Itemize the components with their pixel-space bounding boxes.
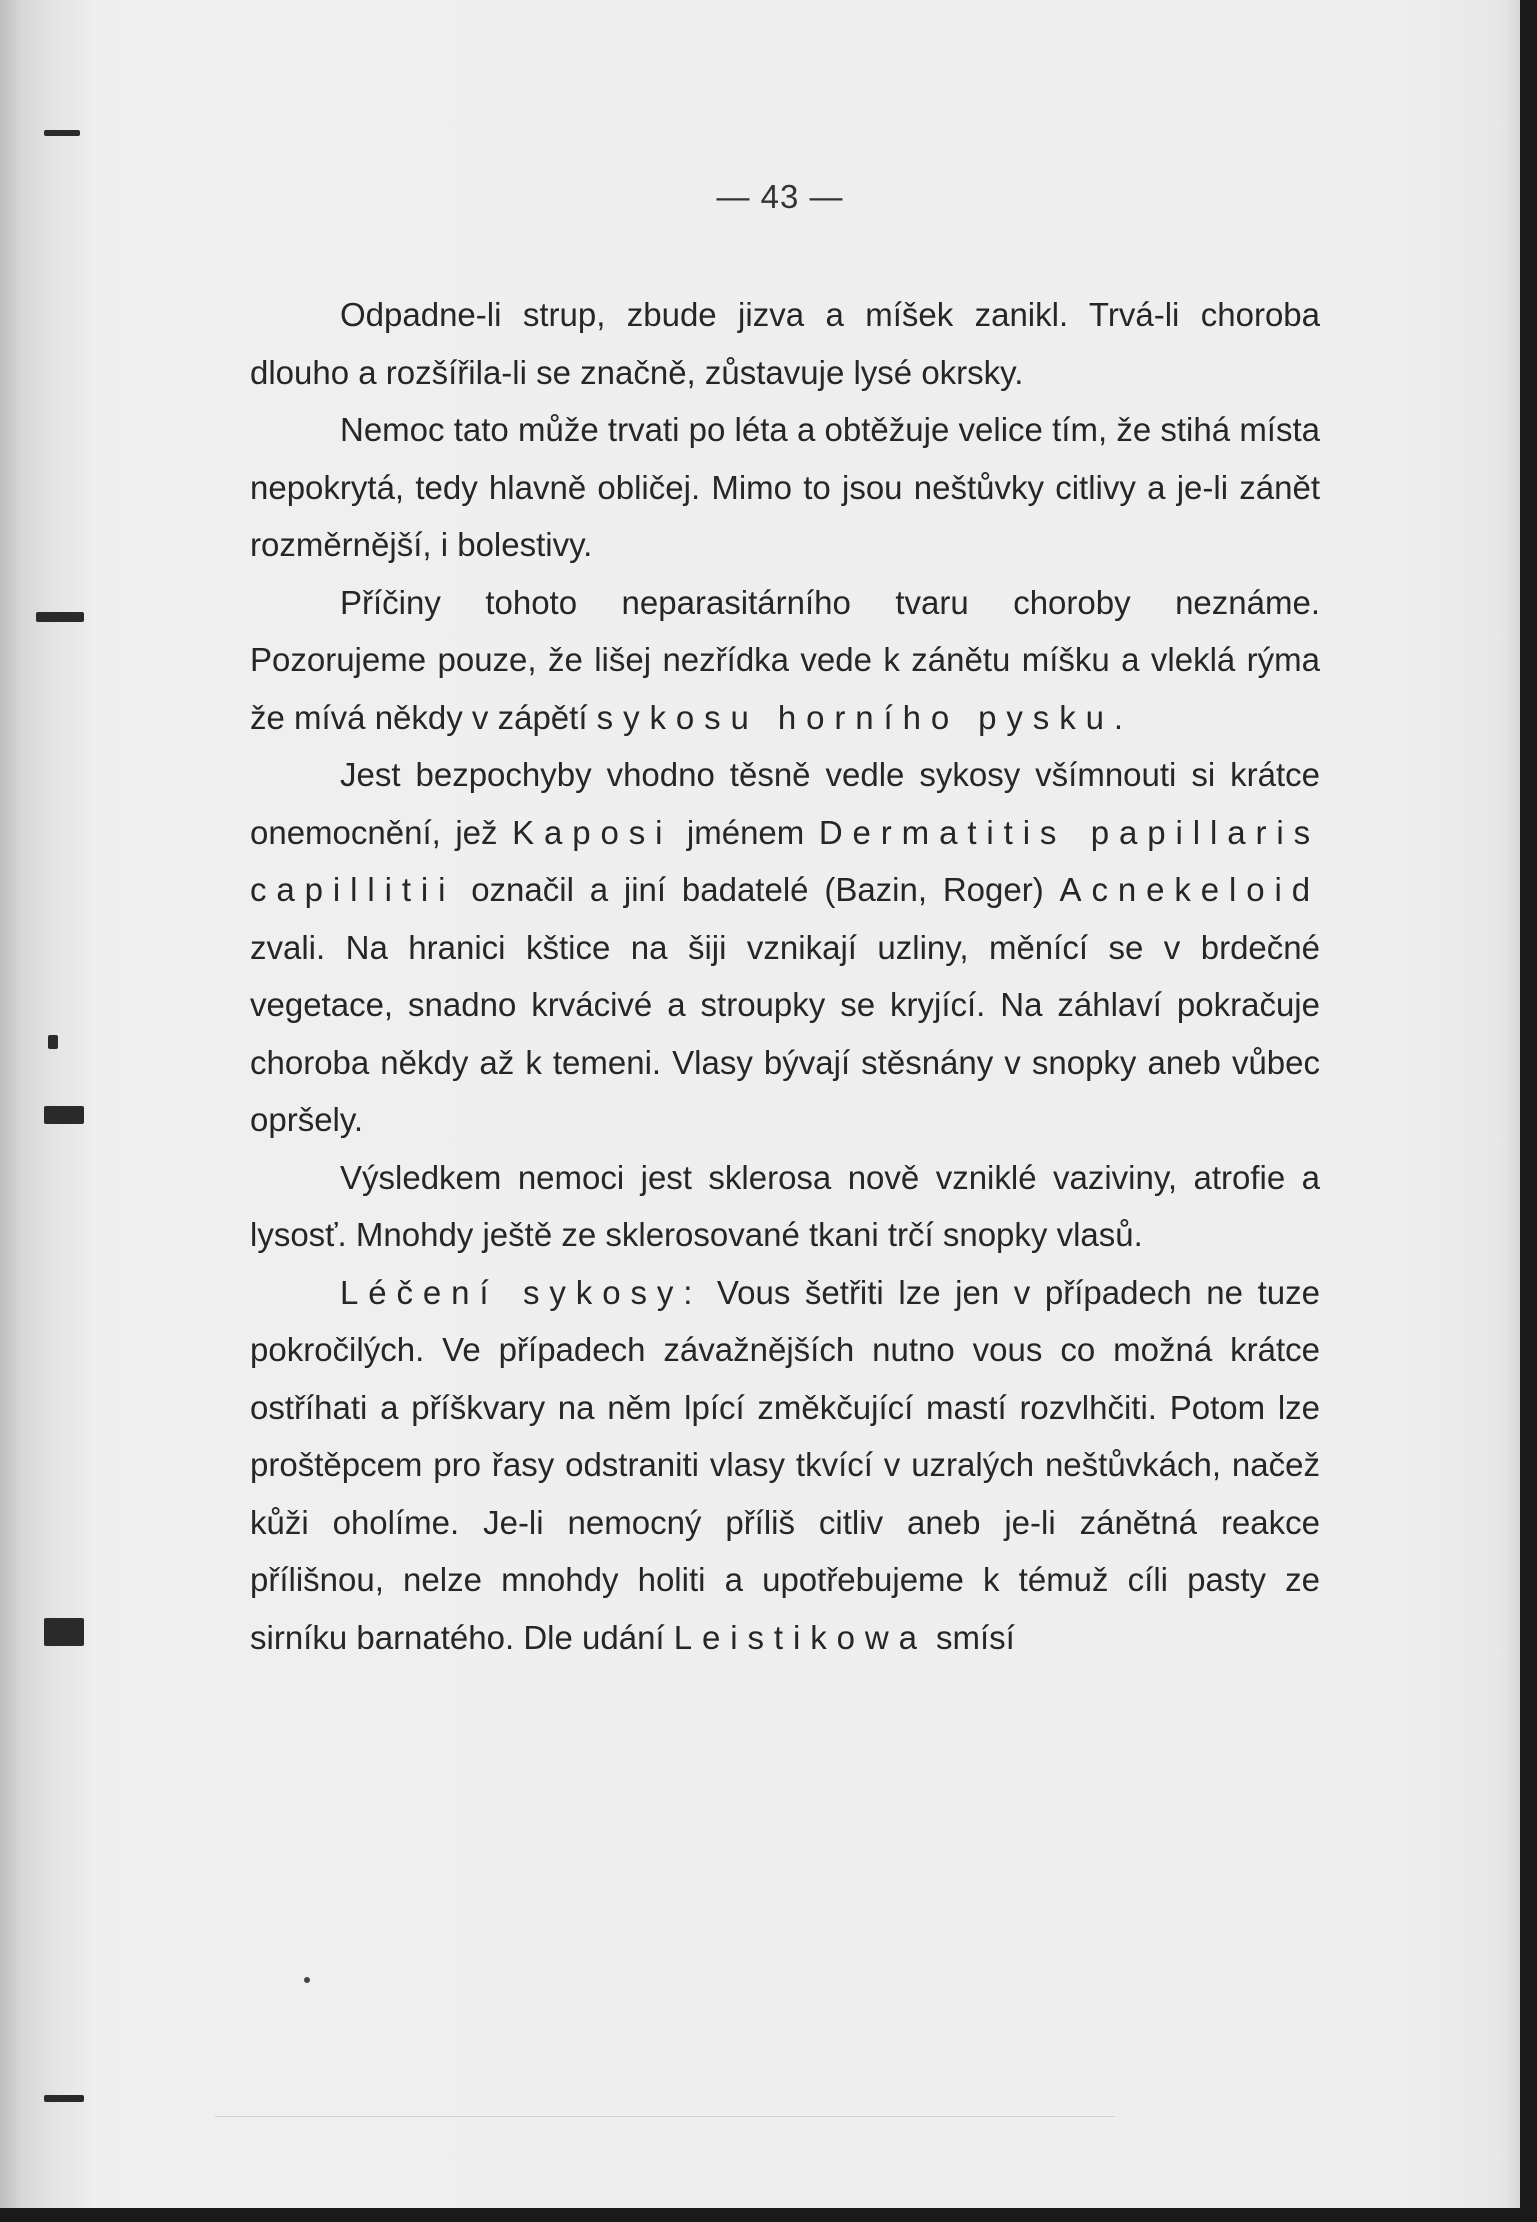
paragraph-5: Výsledkem nemoci jest sklerosa nově vzniklé vaziviny, atrofie a lysosť. Mnohdy ještě ze sklerosované tkani trčí snopky vlasů. (250, 1158, 1320, 1253)
spaced-name: Leistikowa (673, 1618, 927, 1656)
spaced-name: Kaposi (512, 813, 673, 851)
binding-mark (44, 1618, 84, 1646)
binding-mark (48, 1035, 58, 1049)
page-shadow-line (215, 2116, 1115, 2117)
binding-mark (44, 130, 80, 136)
binding-mark (44, 2095, 84, 2102)
ink-speck (304, 1977, 310, 1983)
binding-mark (36, 612, 84, 622)
page-binding-edge (0, 0, 95, 2208)
page-number: — 43 — (716, 178, 844, 215)
spaced-term: Acnekeloid (1059, 871, 1320, 908)
paragraph-4: Jest bezpochyby vhodno těsně vedle sykosy všímnouti si krátce onemocnění, jež Kaposi jménem Dermatitis papillaris capillitii označil a jiní badatelé (Bazin, Roger) Acnekeloid zvali. Na hranici kštice na šiji vznikají uzliny, měnící se v brdečné vegetace, snadno krvácivé a stroupky se kryjící. Na záhlaví pokračuje choroba někdy až k temeni. Vlasy bývají stěsnány v snopky aneb vůbec opršely. (250, 756, 1320, 1138)
paragraph-3: Příčiny tohoto neparasitárního tvaru choroby neznáme. Pozorujeme pouze, že lišej nezřídka vede k zánětu míšku a vleklá rýma že mívá někdy v zápětí sykosu horního pysku. (250, 583, 1320, 736)
body-text (250, 286, 1320, 1666)
paragraph-6: Léčení sykosy: Vous šetřiti lze jen v případech ne tuze pokročilých. Ve případech závažnějších nutno vous co možná krátce ostříhati a příškvary na něm lpící změkčující mastí rozvlhčiti. Potom lze proštěpcem pro řasy odstraniti vlasy tkvící v uzralých neštůvkách, načež kůži oholíme. Je-li nemocný příliš citliv aneb je-li zánětná reakce přílišnou, nelze mnohdy holiti a upotřebujeme k témuž cíli pasty ze sirníku barnatého. Dle udání Leistikowa smísí (250, 1273, 1320, 1656)
spaced-term: sykosu horního pysku (596, 698, 1114, 736)
paragraph-1: Odpadne-li strup, zbude jizva a míšek zanikl. Trvá-li choroba dlouho a rozšířila-li se značně, zůstavuje lysé okrsky. (250, 296, 1320, 391)
spaced-heading: Léčení sykosy: (340, 1273, 703, 1311)
spaced-term: Dermatitis papillaris capillitii (250, 813, 1320, 908)
binding-mark (44, 1106, 84, 1124)
paragraph-2: Nemoc tato může trvati po léta a obtěžuje velice tím, že stihá místa nepokrytá, tedy hlavně obličej. Mimo to jsou neštůvky citlivy a je-li zánět rozměrnější, i bolestivy. (250, 411, 1320, 563)
